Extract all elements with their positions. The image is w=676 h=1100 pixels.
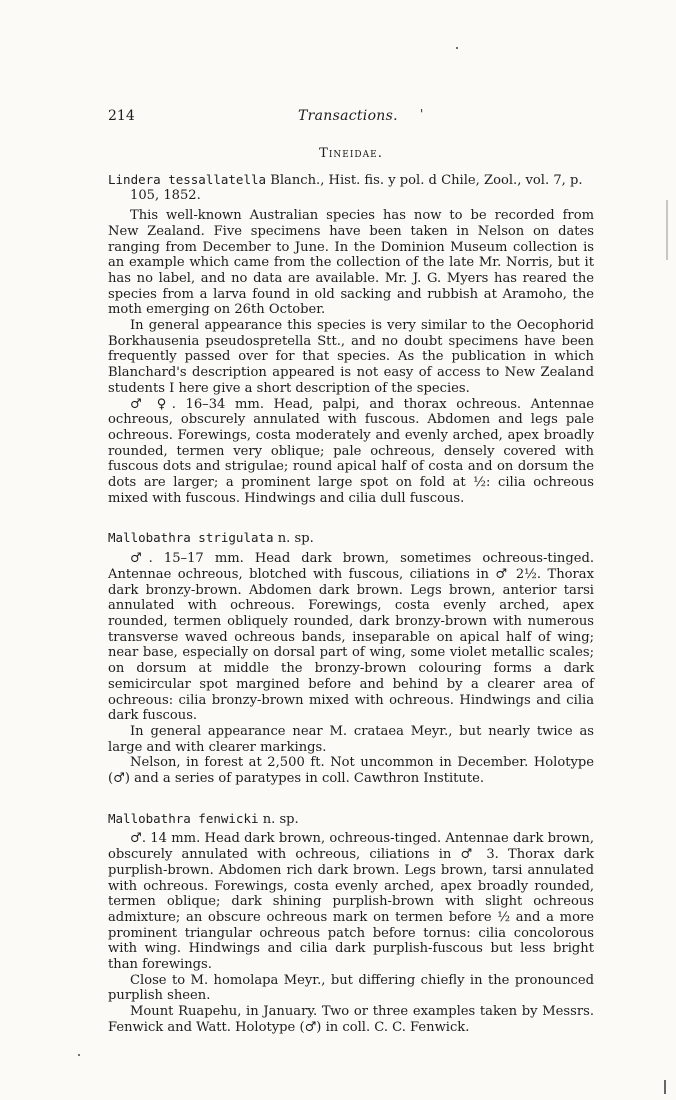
paragraph: ♂. 14 mm. Head dark brown, ochreous-tinged. Antennae dark brown, obscurely annulated with ochreous, ciliations in ♂ 3. Thorax dark purplish-brown. Abdomen rich dark brown. Legs brown, tarsi annulated with ochreous. Forewings, costa evenly arched, apex broadly rounded, termen oblique; dark shining purplish-brown with slight ochreous admixture; an obscure ochreous mark on termen before ½ and a more prominent triangular ochreous patch before tornus: cilia concolorous with wing. Hindwings and cilia dark purplish-fuscous but less bright than forewings. bbox=[108, 831, 594, 973]
paragraph: This well-known Australian species has now to be recorded from New Zealand. Five specimens have been taken in Nelson on dates ranging from December to June. In the Dominion Museum collection is an example which came from the collection of the late Mr. Norris, but it has no label, and no data are available. Mr. J. G. Myers has reared the species from a larva found in old sacking and rubbish at Aramoho, the moth emerging on 26th October. bbox=[108, 208, 594, 318]
family-heading: Tineidae. bbox=[319, 146, 383, 161]
running-title: Transactions. bbox=[298, 108, 398, 124]
species-citation: n. sp. bbox=[262, 811, 299, 827]
species-name: Mallobathra fenwicki bbox=[108, 810, 259, 826]
paragraph: Mount Ruapehu, in January. Two or three examples taken by Messrs. Fenwick and Watt. Holotype (♂) in coll. C. C. Fenwick. bbox=[108, 1004, 594, 1035]
scan-speck bbox=[78, 1054, 80, 1056]
paragraph: ♂ ♀. 16–34 mm. Head, palpi, and thorax ochreous. Antennae ochreous, obscurely annulated with fuscous. Abdomen and legs pale ochreous. Forewings, costa moderately and evenly arched, apex broadly rounded, termen very oblique; pale ochreous, densely covered with fuscous dots and strigulae; round apical half of costa and on dorsum the dots are larger; a prominent large spot on fold at ½: cilia ochreous mixed with fuscous. Hindwings and cilia dull fuscous. bbox=[108, 396, 594, 506]
edge-mark bbox=[664, 1080, 666, 1094]
paragraph: In general appearance this species is very similar to the Oecophorid Borkhausenia pseudospretella Stt., and no doubt specimens have been frequently passed over for that species. As the publication in which Blanchard's description appeared is not easy of access to New Zealand students I here give a short description of the species. bbox=[108, 318, 594, 396]
species-name: Mallobathra strigulata bbox=[108, 530, 274, 546]
edge-mark bbox=[666, 200, 668, 260]
scan-speck bbox=[456, 47, 458, 49]
species-name: Lindera tessallatella bbox=[108, 171, 267, 187]
species-heading bbox=[108, 530, 594, 547]
paragraph: Nelson, in forest at 2,500 ft. Not uncommon in December. Holotype (♂) and a series of paratypes in coll. Cawthron Institute. bbox=[108, 755, 594, 787]
page-number: 214 bbox=[108, 108, 135, 124]
species-heading bbox=[108, 172, 594, 204]
paragraph: In general appearance near M. crataea Meyr., but nearly twice as large and with clearer markings. bbox=[108, 723, 594, 755]
species-citation: Blanch., Hist. fis. y pol. d Chile, Zool., vol. 7, p. 105, 1852. bbox=[130, 172, 583, 204]
page-header bbox=[108, 108, 594, 130]
species-citation: n. sp. bbox=[277, 531, 314, 547]
header-mark: ' bbox=[420, 107, 424, 121]
body-text bbox=[108, 146, 594, 1036]
paragraph: ♂. 15–17 mm. Head dark brown, sometimes ochreous-tinged. Antennae ochreous, blotched with fuscous, ciliations in ♂ 2½. Thorax dark bronzy-brown. Abdomen dark brown. Legs brown, anterior tarsi annulated with ochreous. Forewings, costa evenly arched, apex rounded, termen obliquely rounded, dark bronzy-brown with numerous transverse waved ochreous bands, inseparable on apical half of wing; near base, especially on dorsal part of wing, some violet metallic scales; on dorsum at middle the bronzy-brown colouring forms a dark semicircular spot margined before and behind by a clearer area of ochreous: cilia bronzy-brown mixed with ochreous. Hindwings and cilia dark fuscous. bbox=[108, 551, 594, 724]
paragraph: Close to M. homolapa Meyr., but differing chiefly in the pronounced purplish sheen. bbox=[108, 972, 594, 1004]
species-heading bbox=[108, 811, 594, 828]
